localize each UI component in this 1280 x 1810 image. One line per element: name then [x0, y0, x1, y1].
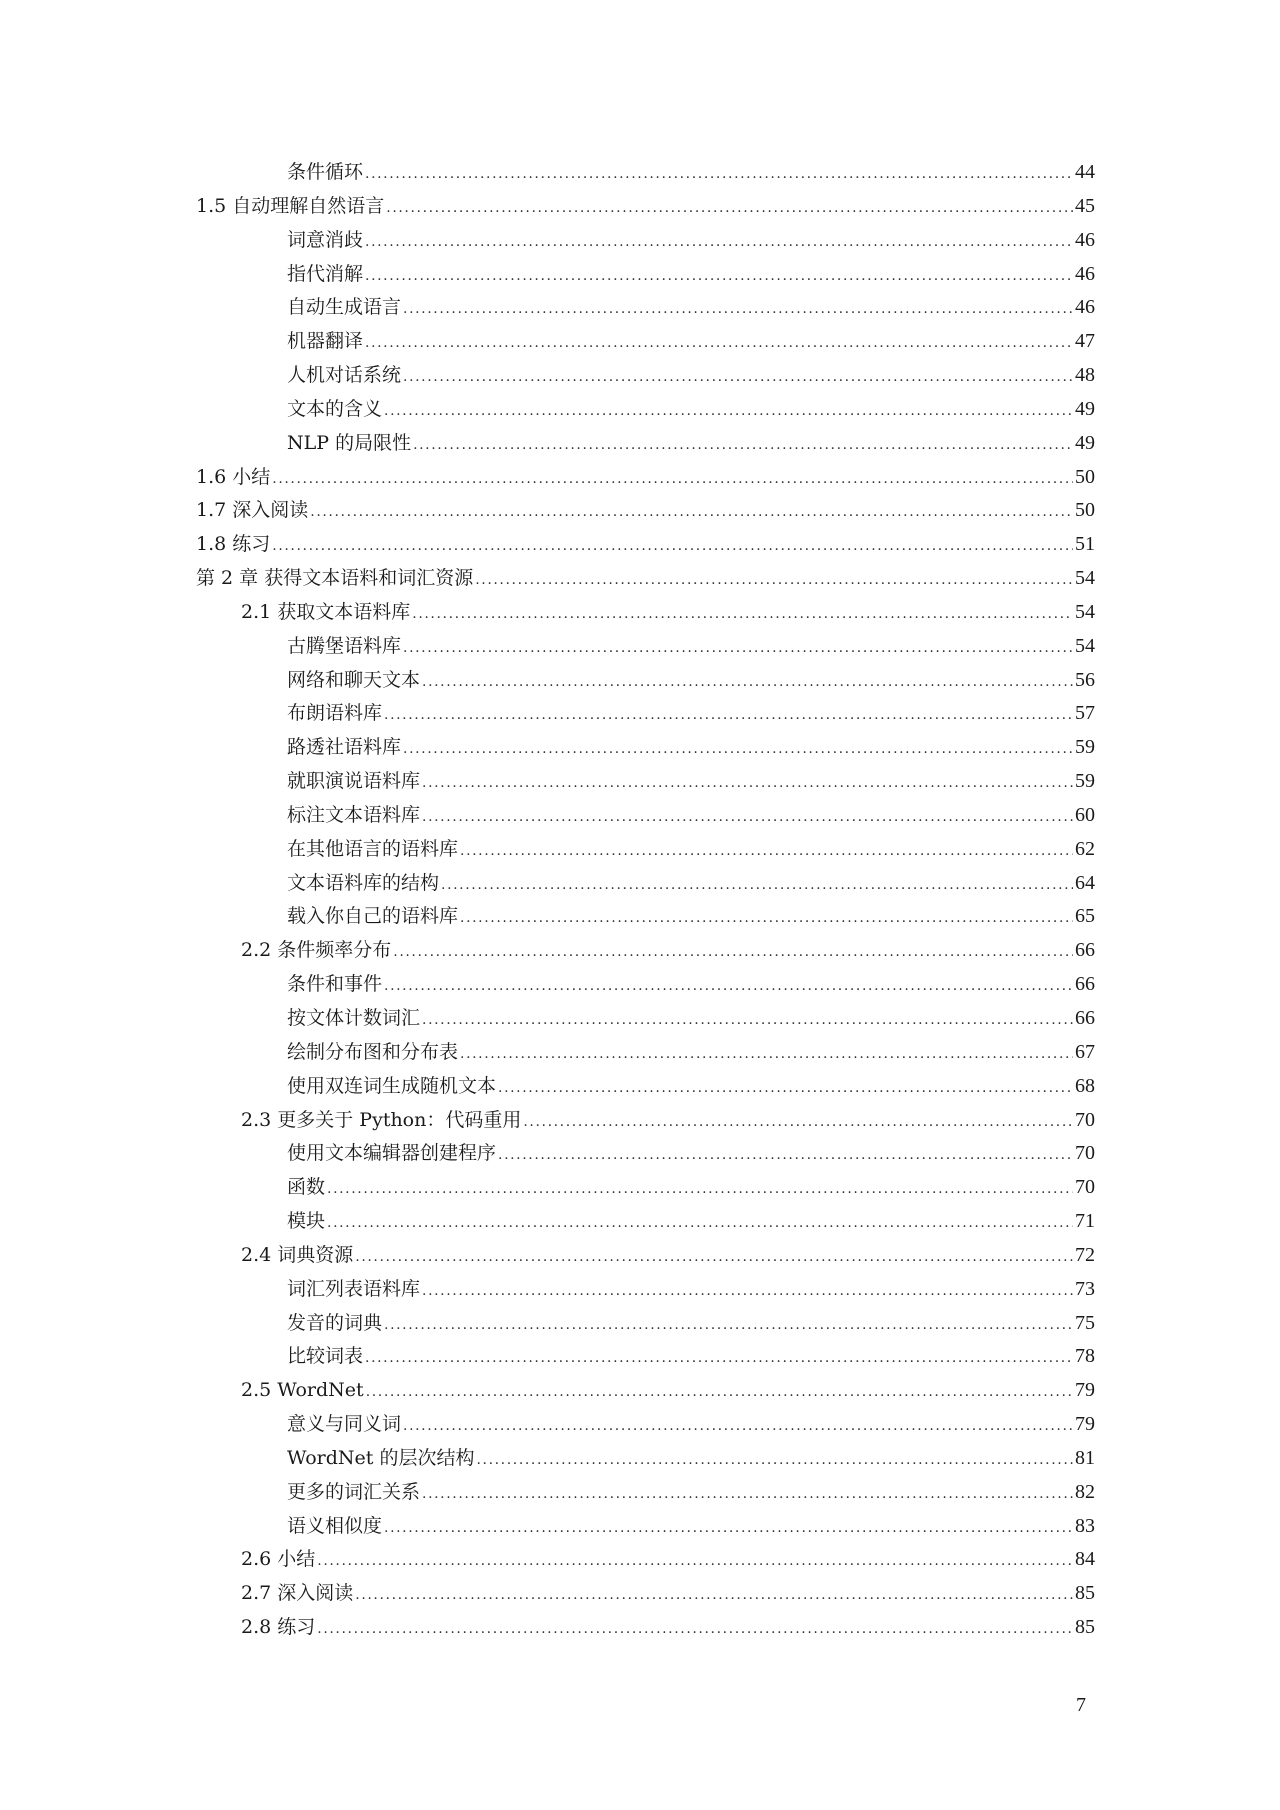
- toc-entry-page: 67: [1075, 1040, 1095, 1063]
- dot-leader: [422, 1005, 1073, 1035]
- toc-entry-page: 85: [1075, 1616, 1095, 1639]
- dot-leader: [365, 328, 1073, 358]
- toc-entry[interactable]: [196, 495, 1095, 525]
- dot-leader: [317, 1546, 1073, 1576]
- toc-entry[interactable]: [287, 1308, 1095, 1338]
- toc-entry-title: 人机对话系统: [287, 364, 402, 387]
- toc-entry[interactable]: [287, 394, 1095, 424]
- page-number: 7: [1076, 1694, 1086, 1716]
- toc-entry-title: 自动生成语言: [287, 296, 402, 319]
- toc-entry-page: 70: [1075, 1176, 1095, 1199]
- toc-entry-page: 45: [1075, 194, 1095, 217]
- toc-entry-page: 75: [1075, 1311, 1095, 1334]
- toc-entry-page: 81: [1075, 1446, 1095, 1469]
- dot-leader: [366, 1377, 1073, 1407]
- toc-entry-title: 2.4 词典资源: [241, 1243, 354, 1266]
- toc-entry-page: 49: [1075, 397, 1095, 420]
- toc-entry-page: 49: [1075, 431, 1095, 454]
- dot-leader: [317, 1614, 1073, 1644]
- toc-entry-page: 82: [1075, 1480, 1095, 1503]
- toc-entry-title: WordNet 的层次结构: [287, 1446, 475, 1469]
- dot-leader: [384, 396, 1073, 426]
- toc-entry-title: 机器翻译: [287, 330, 364, 353]
- dot-leader: [393, 937, 1073, 967]
- toc-entry-title: 1.8 练习: [196, 533, 271, 556]
- dot-leader: [422, 1479, 1073, 1509]
- toc-entry-page: 68: [1075, 1074, 1095, 1097]
- toc-entry-title: 2.7 深入阅读: [241, 1582, 354, 1605]
- toc-entry-title: 条件循环: [287, 161, 364, 183]
- toc-entry-page: 51: [1075, 533, 1095, 556]
- dot-leader: [422, 802, 1073, 832]
- toc-entry[interactable]: [196, 191, 1095, 221]
- toc-entry-page: 70: [1075, 1108, 1095, 1131]
- dot-leader: [422, 768, 1073, 798]
- toc-entry-page: 47: [1075, 330, 1095, 353]
- toc-entry-title: 2.8 练习: [241, 1616, 316, 1639]
- toc-entry-page: 66: [1075, 1007, 1095, 1029]
- dot-leader: [403, 734, 1073, 764]
- toc-entry-title: NLP 的局限性: [287, 431, 412, 454]
- toc-entry-title: 函数: [287, 1176, 326, 1199]
- toc-entry-page: 60: [1075, 803, 1095, 826]
- toc-entry-page: 66: [1075, 939, 1095, 962]
- toc-entry-page: 56: [1075, 668, 1095, 691]
- toc-entry-page: 79: [1075, 1413, 1095, 1436]
- toc-entry[interactable]: [287, 1274, 1095, 1304]
- toc-entry-page: 83: [1075, 1514, 1095, 1537]
- toc-entry[interactable]: [241, 935, 1095, 965]
- toc-entry-page: 73: [1075, 1277, 1095, 1300]
- toc-entry[interactable]: [241, 597, 1095, 627]
- toc-entry-title: 意义与同义词: [287, 1413, 402, 1436]
- toc-entry-page: 59: [1075, 770, 1095, 793]
- dot-leader: [365, 159, 1073, 189]
- dot-leader: [403, 362, 1073, 392]
- dot-leader: [403, 1411, 1073, 1441]
- toc-entry[interactable]: [287, 1511, 1095, 1541]
- toc-entry-title: 模块: [287, 1210, 326, 1233]
- toc-entry[interactable]: [287, 732, 1095, 762]
- dot-leader: [355, 1242, 1073, 1272]
- toc-entry[interactable]: [287, 259, 1095, 289]
- toc-entry-page: 48: [1075, 364, 1095, 387]
- toc-entry-title: 标注文本语料库: [287, 803, 421, 826]
- toc-entry[interactable]: [241, 1612, 1095, 1642]
- toc-entry-page: 64: [1075, 871, 1095, 894]
- toc-entry[interactable]: [287, 868, 1095, 898]
- toc-entry-title: 载入你自己的语料库: [287, 905, 459, 928]
- dot-leader: [384, 971, 1073, 1001]
- toc-entry-page: 59: [1075, 736, 1095, 759]
- toc-entry[interactable]: [287, 1443, 1095, 1473]
- dot-leader: [355, 1580, 1073, 1610]
- toc-entry-title: 古腾堡语料库: [287, 634, 402, 657]
- dot-leader: [498, 1140, 1073, 1170]
- dot-leader: [384, 700, 1073, 730]
- dot-leader: [403, 294, 1073, 324]
- toc-entry[interactable]: [287, 800, 1095, 830]
- toc-entry[interactable]: [287, 326, 1095, 356]
- toc-entry-title: 在其他语言的语料库: [287, 837, 459, 860]
- toc-entry[interactable]: [287, 698, 1095, 728]
- toc-entry-page: 62: [1075, 837, 1095, 860]
- dot-leader: [327, 1208, 1073, 1238]
- dot-leader: [460, 1039, 1073, 1069]
- toc-entry-title: 条件和事件: [287, 973, 383, 996]
- toc-entry-page: 85: [1075, 1582, 1095, 1605]
- toc-entry[interactable]: [287, 1341, 1095, 1371]
- toc-entry-title: 1.6 小结: [196, 465, 271, 488]
- toc-entry-title: 1.7 深入阅读: [196, 499, 309, 522]
- toc-entry[interactable]: [287, 428, 1095, 458]
- toc-entry-title: 指代消解: [287, 262, 364, 285]
- toc-entry-page: 78: [1075, 1345, 1095, 1368]
- toc-entry[interactable]: [241, 1544, 1095, 1574]
- dot-leader: [384, 1513, 1073, 1543]
- toc-entry[interactable]: [287, 766, 1095, 796]
- toc-entry-title: 2.5 WordNet: [241, 1379, 364, 1402]
- toc-entry-title: 2.6 小结: [241, 1548, 316, 1571]
- toc-entry-title: 1.5 自动理解自然语言: [196, 194, 385, 217]
- dot-leader: [413, 430, 1073, 460]
- toc-entry-page: 70: [1075, 1142, 1095, 1165]
- dot-leader: [422, 667, 1073, 697]
- toc-entry-page: 46: [1075, 262, 1095, 285]
- toc-entry[interactable]: [287, 1477, 1095, 1507]
- dot-leader: [441, 870, 1073, 900]
- toc-entry-page: 65: [1075, 905, 1095, 928]
- dot-leader: [386, 193, 1073, 223]
- dot-leader: [384, 1310, 1073, 1340]
- toc-entry[interactable]: [196, 462, 1095, 492]
- toc-entry-title: 比较词表: [287, 1345, 364, 1368]
- toc-entry-title: 就职演说语料库: [287, 770, 421, 793]
- toc-entry-page: 71: [1075, 1210, 1095, 1233]
- dot-leader: [272, 531, 1073, 561]
- toc-entry[interactable]: [287, 360, 1095, 390]
- toc-entry-title: 绘制分布图和分布表: [287, 1040, 459, 1063]
- toc-entry-title: 语义相似度: [287, 1514, 383, 1537]
- dot-leader: [365, 227, 1073, 257]
- toc-entry[interactable]: [241, 1375, 1095, 1405]
- toc-entry-title: 布朗语料库: [287, 702, 383, 725]
- toc-entry-page: 79: [1075, 1379, 1095, 1402]
- dot-leader: [403, 633, 1073, 663]
- toc-entry-page: 57: [1075, 702, 1095, 725]
- toc-entry-title: 路透社语料库: [287, 736, 402, 759]
- toc-entry-page: 54: [1075, 567, 1095, 590]
- toc-entry[interactable]: [287, 1071, 1095, 1101]
- dot-leader: [422, 1276, 1073, 1306]
- toc-entry-page: 54: [1075, 600, 1095, 623]
- toc-entry[interactable]: [287, 157, 1095, 187]
- toc-entry[interactable]: [287, 225, 1095, 255]
- toc-entry-page: 84: [1075, 1548, 1095, 1571]
- toc-entry[interactable]: [287, 292, 1095, 322]
- toc-entry[interactable]: [287, 1172, 1095, 1202]
- dot-leader: [412, 599, 1073, 629]
- toc-entry-title: 使用双连词生成随机文本: [287, 1074, 497, 1097]
- dot-leader: [365, 261, 1073, 291]
- toc-entry[interactable]: [287, 901, 1095, 931]
- toc-entry[interactable]: [287, 665, 1095, 695]
- dot-leader: [498, 1073, 1073, 1103]
- toc-entry-page: 66: [1075, 973, 1095, 996]
- toc-entry-page: 54: [1075, 634, 1095, 657]
- toc-entry-page: 46: [1075, 228, 1095, 251]
- toc-entry-page: 46: [1075, 296, 1095, 319]
- toc-entry-title: 使用文本编辑器创建程序: [287, 1142, 497, 1165]
- toc-entry-title: 2.2 条件频率分布: [241, 939, 392, 962]
- toc-entry-title: 网络和聊天文本: [287, 668, 421, 691]
- toc-entry-title: 2.3 更多关于 Python：代码重用: [241, 1108, 522, 1131]
- dot-leader: [272, 464, 1073, 494]
- toc-entry[interactable]: [287, 969, 1095, 999]
- toc-entry-page: 50: [1075, 499, 1095, 522]
- toc-entry[interactable]: [196, 529, 1095, 559]
- toc-entry[interactable]: [287, 834, 1095, 864]
- toc-entry[interactable]: [241, 1240, 1095, 1270]
- toc-entry-title: 发音的词典: [287, 1311, 383, 1334]
- dot-leader: [460, 903, 1073, 933]
- toc-entry[interactable]: [287, 631, 1095, 661]
- toc-entry[interactable]: [287, 1206, 1095, 1236]
- toc-entry-title: 文本语料库的结构: [287, 871, 440, 894]
- toc-entry-page: 72: [1075, 1243, 1095, 1266]
- toc-entry-title: 词汇列表语料库: [287, 1277, 421, 1300]
- toc-entry-page: 50: [1075, 465, 1095, 488]
- toc-entry[interactable]: [287, 1003, 1095, 1033]
- toc-entry[interactable]: [287, 1138, 1095, 1168]
- dot-leader: [460, 836, 1073, 866]
- toc-entry[interactable]: [196, 563, 1095, 593]
- toc-entry-title: 文本的含义: [287, 397, 383, 420]
- toc-entry-title: 2.1 获取文本语料库: [241, 600, 411, 623]
- toc-entry[interactable]: [287, 1037, 1095, 1067]
- toc-entry-title: 第 2 章 获得文本语料和词汇资源: [196, 567, 474, 590]
- toc-entry[interactable]: [241, 1105, 1095, 1135]
- dot-leader: [365, 1343, 1073, 1373]
- toc-entry-title: 词意消歧: [287, 228, 364, 251]
- toc-entry-title: 按文体计数词汇: [287, 1007, 421, 1029]
- dot-leader: [327, 1174, 1073, 1204]
- toc-entry-page: 44: [1075, 161, 1095, 183]
- dot-leader: [310, 497, 1073, 527]
- toc-entry-title: 更多的词汇关系: [287, 1480, 421, 1503]
- dot-leader: [523, 1107, 1073, 1137]
- dot-leader: [475, 565, 1073, 595]
- toc-entry[interactable]: [241, 1578, 1095, 1608]
- dot-leader: [476, 1445, 1073, 1475]
- toc-entry[interactable]: [287, 1409, 1095, 1439]
